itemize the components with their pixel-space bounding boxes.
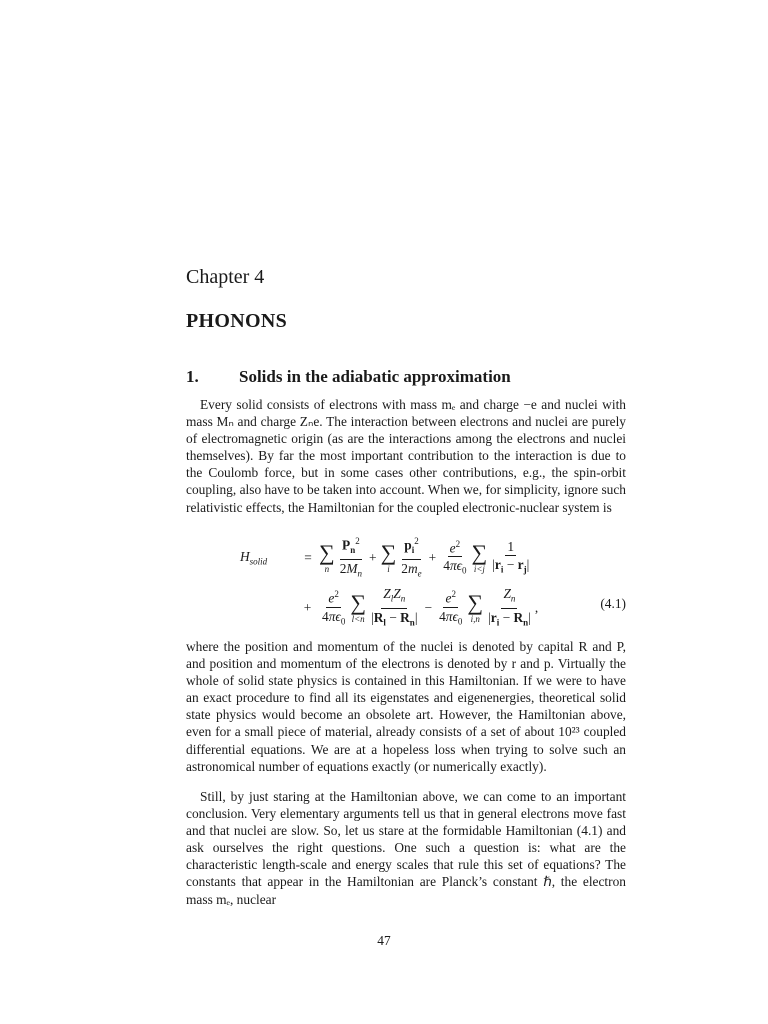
coulomb-prefactor-3: $\frac{e^2}{4\pi\epsilon_0}$ bbox=[439, 589, 463, 627]
coulomb-prefactor-2: $\frac{e^2}{4\pi\epsilon_0}$ bbox=[322, 589, 346, 627]
equation-row-1: $H_{solid}$ = ∑ n $\frac{P_n^2}{2M_n}$ + ∑ i $\frac{p_i^2}{2m_e}$ + $\frac{e^2}{4\pi\epsilon_0}$ ∑ i<j $\frac{1}{|r_i - r_j|}$ bbox=[240, 534, 533, 582]
sum-n: ∑ n bbox=[319, 539, 335, 574]
sum-i: ∑ i bbox=[380, 539, 397, 574]
electron-kinetic-term: $\frac{p_i^2}{2m_e}$ bbox=[401, 536, 422, 579]
section-number: 1. bbox=[186, 367, 199, 386]
electron-nucleus-term: $\frac{Z_n}{|r_i - R_n|}$ bbox=[488, 586, 531, 628]
electron-electron-term: $\frac{1}{|r_i - r_j|}$ bbox=[492, 538, 530, 575]
equation-number: (4.1) bbox=[600, 596, 626, 611]
section-heading bbox=[186, 367, 511, 387]
page-number: 47 bbox=[377, 933, 391, 948]
sum-i-less-j: ∑ i<j bbox=[471, 539, 488, 574]
equation-row-2: + $\frac{e^2}{4\pi\epsilon_0}$ ∑ l<n $\frac{Z_lZ_n}{|R_l - R_n|}$ − $\frac{e^2}{4\pi\epsilon_0}$ ∑ i,n $\frac{Z_n}{|r_i - R_n|}$ , bbox=[240, 586, 538, 630]
sum-i-n: ∑ i,n bbox=[467, 590, 484, 625]
sum-l-less-n: ∑ l<n bbox=[350, 590, 366, 625]
chapter-label: Chapter 4 bbox=[186, 266, 265, 288]
section-title: Solids in the adiabatic approximation bbox=[239, 367, 511, 386]
nuclear-kinetic-term: $\frac{P_n^2}{2M_n}$ bbox=[339, 536, 363, 579]
hamiltonian-equation bbox=[240, 534, 630, 634]
nucleus-nucleus-term: $\frac{Z_lZ_n}{|R_l - R_n|}$ bbox=[371, 586, 418, 628]
paragraph-conclusion: Still, by just staring at the Hamiltonian above, we can come to an important conclusion. Very elementary arguments tell us that in general electrons move fast and that nuclei are slow. So, let us stare at the formidable Hamiltonian (4.1) and ask ourselves the right questions. One such a question is: what are the characteristic length-scale and energy scales that rule this set of equations? The constants that appear in the Hamiltonian are Planck’s constant ℏ, the electron mass mₑ, nuclear bbox=[186, 789, 626, 907]
equation-relation: = bbox=[304, 549, 312, 565]
coulomb-prefactor: $\frac{e^2}{4\pi\epsilon_0}$ bbox=[443, 538, 467, 576]
paragraph-hamiltonian-discussion: where the position and momentum of the nuclei is denoted by capital R and P, and position and momentum of the electrons is denoted by r and p. Virtually the whole of solid state physics is contained in this Hamiltonian. If we were to have an exact procedure to find all its eigenstates and eigenenergies, theoretical solid state physics would become an obsolete art. However, the Hamiltonian above, even for a small piece of material, already consists of a set of about 10²³ coupled differential equations. We are at a hopeless loss when trying to solve such an astronomical number of equations exactly (or numerically exactly). bbox=[186, 639, 626, 774]
chapter-title: PHONONS bbox=[186, 310, 287, 332]
equation-lhs: $H_{solid}$ bbox=[240, 549, 268, 567]
paragraph-intro: Every solid consists of electrons with mass mₑ and charge −e and nuclei with mass Mₙ and charge Zₙe. The interaction between electrons and nuclei are purely of electromagnetic origin (as are the interactions among the electrons and nuclei themselves). By far the most important contribution to the interaction is due to the Coulomb force, but in some cases other contributions, e.g., the spin-orbit coupling, also have to be taken into account. When we, for simplicity, ignore such relativistic effects, the Hamiltonian for the coupled electronic-nuclear system is bbox=[186, 397, 626, 515]
